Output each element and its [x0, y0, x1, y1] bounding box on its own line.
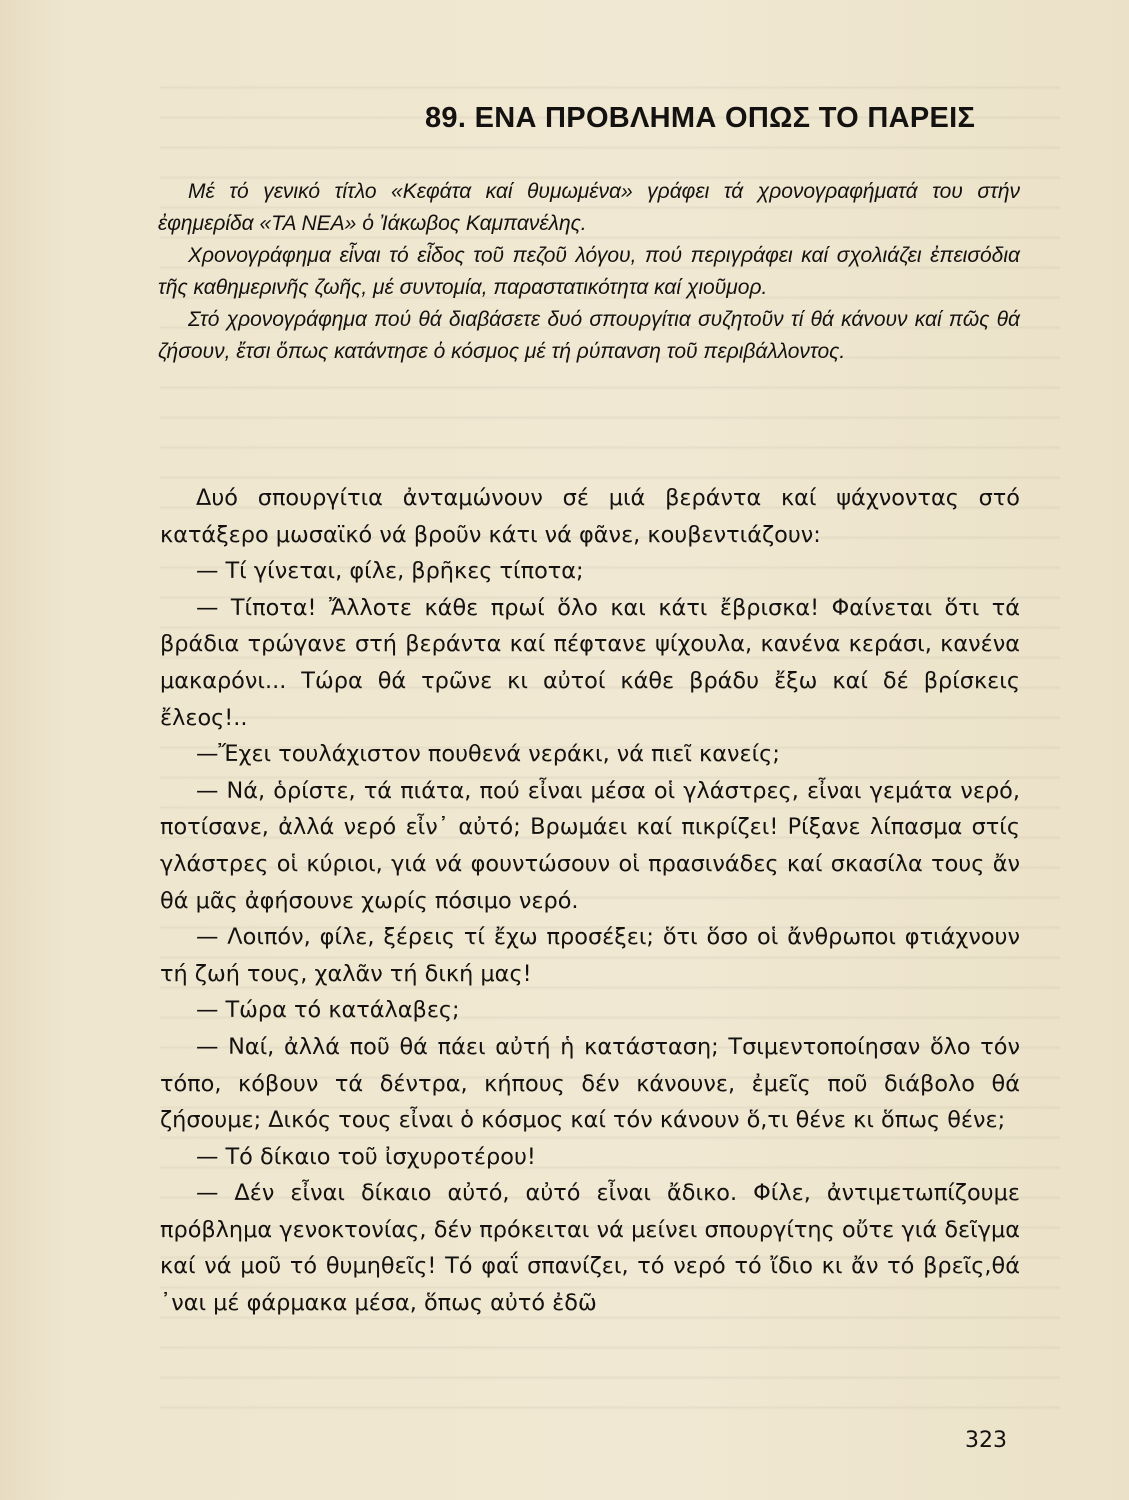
dialogue-line: — Τίποτα! Ἄλλοτε κάθε πρωί ὅλο και κάτι ἔβρισκα! Φαίνεται ὅτι τά βράδια τρώγανε στή βεράντα καί πέφτανε ψίχουλα, κανένα κεράσι, κανένα μακαρόνι... Τώρα θά τρῶνε κι αὐτοί κάθε βράδυ ἔξω καί δέ βρίσκεις ἔλεος!.. [160, 594, 1020, 731]
introduction [158, 176, 1020, 368]
intro-paragraph: Μέ τό γενικό τίτλο «Κεφάτα καί θυμωμένα» γράφει τά χρονογραφήματά του στήν ἐφημερίδα «ΤΑ ΝΕΑ» ὁ Ἰάκωβος Καμπανέλης. [158, 180, 1020, 235]
dialogue-line: — Τό δίκαιο τοῦ ἰσχυροτέρου! [196, 1143, 536, 1170]
story-text [160, 480, 1020, 1322]
intro-paragraph: Χρονογράφημα εἶναι τό εἶδος τοῦ πεζοῦ λόγου, πού περιγράφει καί σχολιάζει ἐπεισόδια τῆς καθημερινῆς ζωῆς, μέ συντομία, παραστατικότητα καί χιοῦμορ. [158, 244, 1020, 299]
dialogue-line: — Λοιπόν, φίλε, ξέρεις τί ἔχω προσέξει; ὅτι ὅσο οἱ ἄνθρωποι φτιάχνουν τή ζωή τους, χαλᾶν τή δική μας! [160, 924, 1020, 987]
chapter-title: 89. ΕΝΑ ΠΡΟΒΛΗΜΑ ΟΠΩΣ ΤΟ ΠΑΡΕΙΣ [425, 102, 976, 134]
dialogue-line: — Τώρα τό κατάλαβες; [196, 997, 460, 1024]
page-number: 323 [965, 1428, 1007, 1453]
dialogue-line: — Νά, ὁρίστε, τά πιάτα, πού εἶναι μέσα οἱ γλάστρες, εἶναι γεμάτα νερό, ποτίσανε, ἀλλά νερό εἶν᾽ αὐτό; Βρωμάει καί πικρίζει! Ρίξανε λίπασμα στίς γλάστρες οἱ κύριοι, γιά νά φουντώσουν οἱ πρασινάδες καί σκασίλα τους ἄν θά μᾶς ἀφήσουνε χωρίς πόσιμο νερό. [160, 777, 1020, 914]
body-paragraph: Δυό σπουργίτια ἀνταμώνουν σέ μιά βεράντα καί ψάχνοντας στό κατάξερο μωσαϊκό νά βροῦν κάτι νά φᾶνε, κουβεντιάζουν: [160, 485, 1020, 548]
intro-paragraph: Στό χρονογράφημα πού θά διαβάσετε δυό σπουργίτια συζητοῦν τί θά κάνουν καί πῶς θά ζήσουν, ἔτσι ὅπως κατάντησε ὁ κόσμος μέ τή ρύπανση τοῦ περιβάλλοντος. [158, 308, 1020, 363]
dialogue-line: — Ναί, ἀλλά ποῦ θά πάει αὐτή ἡ κατάσταση; Τσιμεντοποίησαν ὅλο τόν τόπο, κόβουν τά δέντρα, κήπους δέν κάνουνε, ἐμεῖς ποῦ διάβολο θά ζήσουμε; Δικός τους εἶναι ὁ κόσμος καί τόν κάνουν ὅ,τι θένε κι ὅπως θένε; [160, 1033, 1020, 1134]
dialogue-line: — Τί γίνεται, φίλε, βρῆκες τίποτα; [196, 558, 584, 585]
dialogue-line: — Δέν εἶναι δίκαιο αὐτό, αὐτό εἶναι ἄδικο. Φίλε, ἀντιμετωπίζουμε πρόβλημα γενοκτονίας, δέν πρόκειται νά μείνει σπουργίτης οὔτε γιά δεῖγμα καί νά μοῦ τό θυμηθεῖς! Τό φαΐ σπανίζει, τό νερό τό ἴδιο κι ἄν τό βρεῖς,θά ᾽ναι μέ φάρμακα μέσα, ὅπως αὐτό ἐδῶ [160, 1180, 1020, 1317]
dialogue-line: —Ἔχει τουλάχιστον πουθενά νεράκι, νά πιεῖ κανείς; [196, 741, 780, 768]
